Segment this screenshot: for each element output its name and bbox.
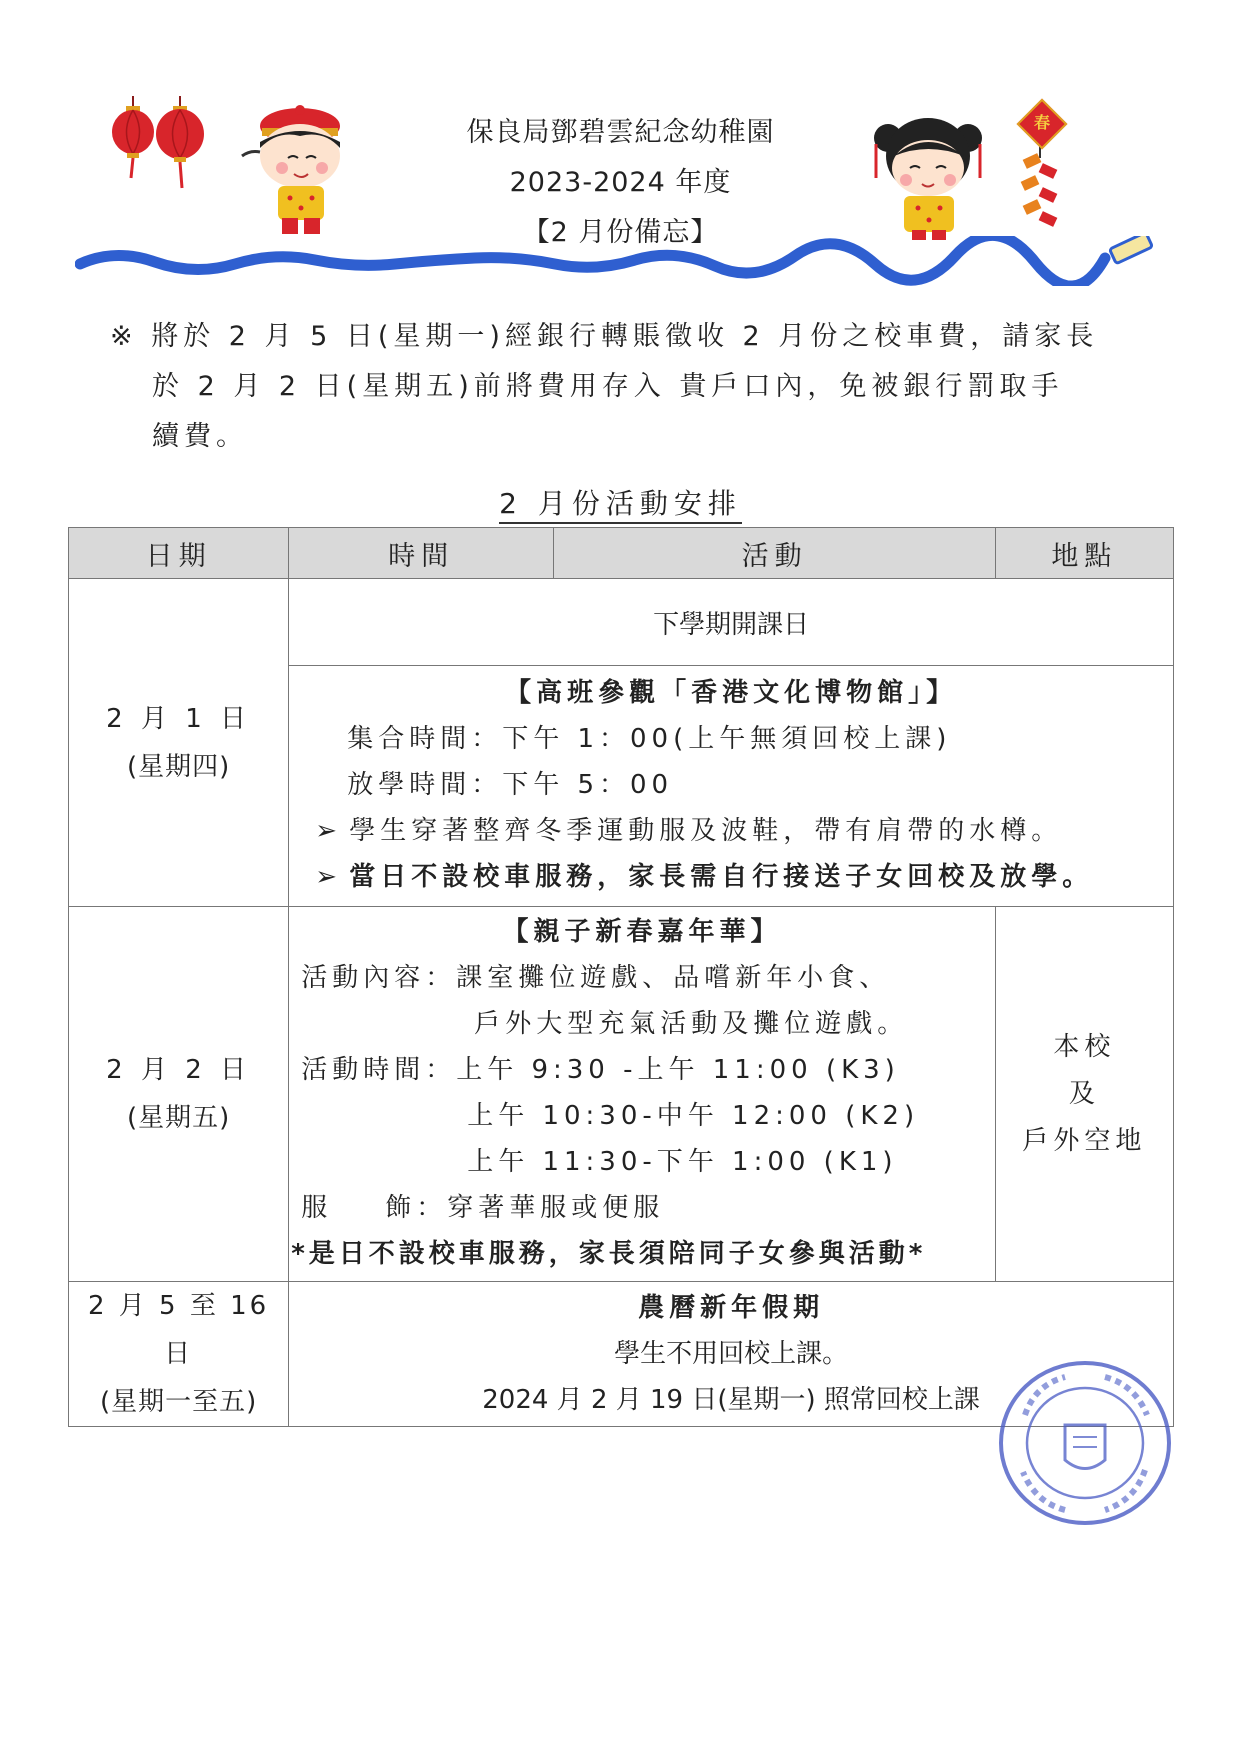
location-line-3: 戶外空地 (1022, 1125, 1147, 1156)
table-header-row (69, 528, 1174, 579)
carnival-time-2: 上午 10:30-中午 12:00 (K2) (467, 1101, 920, 1131)
spring-badge-text: 春 (1033, 113, 1050, 132)
section-title (0, 482, 1241, 522)
date-cell-feb1 (69, 579, 289, 907)
bullet-uniform-text: 學生穿著整齊冬季運動服及波鞋，帶有肩帶的水樽。 (349, 816, 1063, 846)
carnival-time-3: 上午 11:30-下午 1:00 (K1) (467, 1147, 898, 1177)
weekday-text: (星期五) (126, 1103, 231, 1133)
dismiss-time: 放學時間：下午 5：00 (347, 770, 674, 800)
date-text: 2 月 1 日 (106, 703, 252, 734)
location-line-2: 及 (1068, 1078, 1100, 1109)
memo-title: 【2 月份備忘】 (522, 217, 719, 248)
weekday-text: (星期一至五) (99, 1387, 258, 1417)
section-title-text: 2 月份活動安排 (499, 487, 742, 524)
table-row (69, 907, 1174, 1282)
school-year: 2023-2024 年度 (509, 167, 732, 198)
gather-time: 集合時間：下午 1：00(上午無須回校上課) (347, 724, 952, 754)
date-text: 2 月 2 日 (106, 1055, 252, 1085)
header-date: 日期 (69, 528, 289, 579)
carnival-dress: 服 飾：穿著華服或便服 (301, 1193, 665, 1223)
carnival-title: 【親子新春嘉年華】 (502, 917, 782, 947)
header-activity: 活動 (554, 528, 995, 579)
wave-divider (75, 236, 1165, 286)
carnival-time-1: 活動時間：上午 9:30 -上午 11:00 (K3) (301, 1055, 900, 1085)
arrow-bullet-icon: ➢ (315, 816, 342, 846)
school-seal-stamp (995, 1355, 1175, 1530)
carnival-content-2: 戶外大型充氣活動及攤位遊戲。 (474, 1009, 909, 1039)
table-row (69, 579, 1174, 666)
date-cell-feb2 (69, 907, 289, 1282)
date-cell-feb5-16 (69, 1282, 289, 1427)
holiday-title: 農曆新年假期 (638, 1293, 825, 1323)
museum-visit-cell (289, 666, 1174, 907)
location-cell (995, 907, 1173, 1282)
carnival-content-1: 活動內容：課室攤位遊戲、品嚐新年小食、 (301, 963, 891, 993)
header-location: 地點 (995, 528, 1173, 579)
holiday-line-2: 2024 月 2 月 19 日(星期一) 照常回校上課 (482, 1385, 980, 1415)
weekday-text: (星期四) (126, 751, 231, 782)
notice-line-2: 於 2 月 2 日(星期五)前將費用存入 貴戶口內，免被銀行罰取手 (152, 371, 1064, 402)
carnival-cell (289, 907, 996, 1282)
bus-fee-notice (110, 312, 1130, 462)
schedule-table (68, 527, 1174, 1427)
header-time: 時間 (289, 528, 554, 579)
opening-day-text: 下學期開課日 (653, 609, 810, 640)
holiday-line-1: 學生不用回校上課。 (614, 1339, 849, 1369)
bullet-no-bus-text: 當日不設校車服務，家長需自行接送子女回校及放學。 (349, 862, 1094, 892)
date-text: 2 月 5 至 16 日 (87, 1291, 270, 1369)
notice-line-1: ※ 將於 2 月 5 日(星期一)經銀行轉賬徵收 2 月份之校車費，請家長 (110, 321, 1099, 352)
bullet-uniform (289, 808, 1173, 854)
bullet-no-bus (289, 854, 1173, 900)
school-name: 保良局鄧碧雲紀念幼稚園 (466, 117, 775, 148)
location-line-1: 本校 (1053, 1031, 1116, 1062)
visit-title: 【高班參觀「香港文化博物館」】 (505, 678, 958, 708)
carnival-note: *是日不設校車服務，家長須陪同子女參與活動* (291, 1239, 927, 1269)
notice-line-3: 續費。 (152, 421, 248, 452)
arrow-bullet-icon: ➢ (315, 862, 342, 892)
opening-day-cell (289, 579, 1174, 666)
